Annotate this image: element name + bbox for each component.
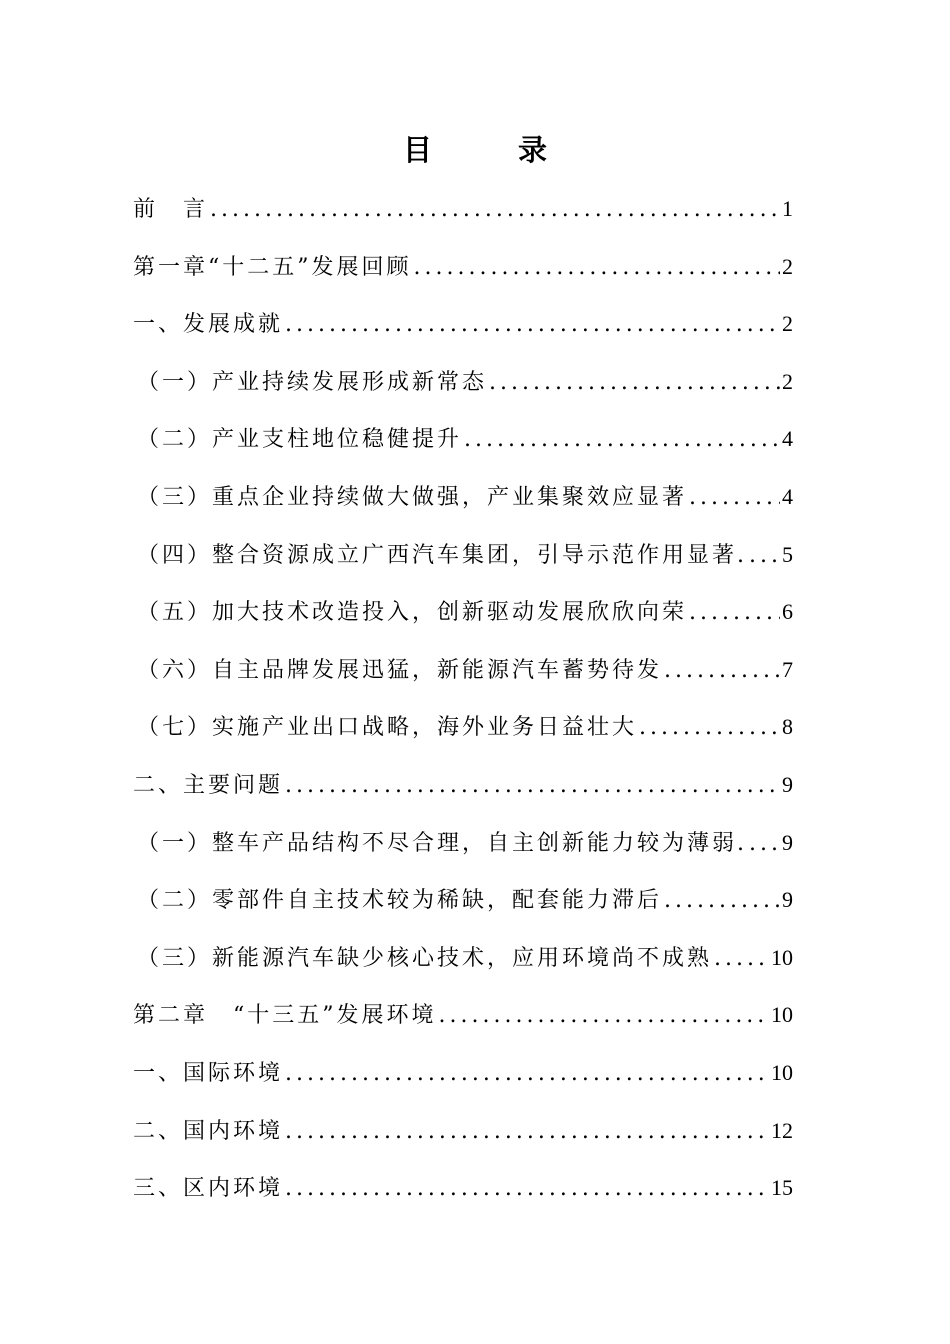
toc-page-number: 2 <box>782 311 793 337</box>
toc-dot-leader <box>439 1003 770 1028</box>
toc-page-number: 1 <box>782 196 793 221</box>
toc-entry-text: （二）产业支柱地位稳健提升 <box>137 427 463 453</box>
toc-page-number: 5 <box>782 541 793 567</box>
toc-entry-text: 第一章“十二五”发展回顾 <box>133 254 412 280</box>
toc-entry[interactable] <box>133 1114 793 1172</box>
toc-page-number: 4 <box>782 426 793 452</box>
toc-page-number: 8 <box>782 714 793 740</box>
toc-entry[interactable] <box>133 250 793 308</box>
toc-page-number: 10 <box>771 944 793 970</box>
toc-entry[interactable] <box>133 595 793 653</box>
toc-entry[interactable] <box>133 883 793 941</box>
toc-dot-leader <box>689 485 780 510</box>
toc-dot-leader <box>285 312 780 337</box>
toc-entry-text: （六）自主品牌发展迅猛，新能源汽车蓄势待发 <box>137 657 663 683</box>
toc-dot-leader <box>285 773 780 798</box>
toc-page-number: 9 <box>782 829 793 855</box>
toc-entry-text: （四）整合资源成立广西汽车集团，引导示范作用显著. <box>137 542 747 568</box>
toc-entry-text: （一）整车产品结构不尽合理，自主创新能力较为薄弱. <box>137 830 747 856</box>
toc-page-number: 9 <box>782 887 793 913</box>
toc-entry-text: 二、国内环境 <box>133 1118 284 1144</box>
toc-dot-leader <box>285 1119 769 1144</box>
toc-entry[interactable] <box>133 192 793 250</box>
toc-page-number: 2 <box>782 368 793 394</box>
toc-entry-text: 前 言 <box>133 197 209 222</box>
toc-dot-leader <box>749 831 780 856</box>
toc-entry-text: 一、国际环境 <box>133 1060 284 1086</box>
toc-entry[interactable] <box>133 422 793 480</box>
toc-entry[interactable] <box>133 1056 793 1114</box>
toc-entry-text: 二、主要问题 <box>133 772 284 798</box>
toc-entry-text: （七）实施产业出口战略，海外业务日益壮大 <box>137 715 638 741</box>
toc-entry[interactable] <box>133 480 793 538</box>
toc-entry-text: （三）重点企业持续做大做强，产业集聚效应显著 <box>137 484 688 510</box>
toc-entry[interactable] <box>133 826 793 884</box>
toc-entry[interactable] <box>133 1171 793 1229</box>
table-of-contents <box>133 192 793 1229</box>
toc-entry[interactable] <box>133 998 793 1056</box>
toc-entry[interactable] <box>133 365 793 423</box>
toc-entry-text: （一）产业持续发展形成新常态 <box>137 369 488 395</box>
toc-dot-leader <box>464 427 780 452</box>
toc-entry[interactable] <box>133 710 793 768</box>
toc-dot-leader <box>210 197 780 222</box>
toc-dot-leader <box>749 543 780 568</box>
toc-entry[interactable] <box>133 768 793 826</box>
toc-dot-leader <box>664 888 780 913</box>
page-title: 目 录 <box>402 133 586 167</box>
toc-page-number: 9 <box>782 771 793 797</box>
toc-page-number: 6 <box>782 599 793 625</box>
toc-page-number: 12 <box>771 1117 793 1143</box>
toc-entry-text: （五）加大技术改造投入，创新驱动发展欣欣向荣 <box>137 600 688 626</box>
toc-dot-leader <box>414 255 781 280</box>
toc-entry-text: （二）零部件自主技术较为稀缺，配套能力滞后 <box>137 888 663 914</box>
toc-page-number: 15 <box>771 1175 793 1201</box>
toc-page-number: 2 <box>782 253 793 279</box>
toc-dot-leader <box>489 370 780 395</box>
toc-page-number: 4 <box>782 483 793 509</box>
toc-entry[interactable] <box>133 941 793 999</box>
toc-page-number: 10 <box>771 1002 793 1028</box>
toc-entry-text: 一、发展成就 <box>133 312 284 338</box>
toc-dot-leader <box>639 715 780 740</box>
toc-entry-text: 三、区内环境 <box>133 1176 284 1202</box>
toc-dot-leader <box>714 946 769 971</box>
toc-entry[interactable] <box>133 538 793 596</box>
toc-entry[interactable] <box>133 307 793 365</box>
toc-entry[interactable] <box>133 653 793 711</box>
toc-dot-leader <box>285 1176 769 1201</box>
toc-dot-leader <box>689 600 780 625</box>
toc-entry-text: 第二章 “十三五”发展环境 <box>133 1003 437 1029</box>
toc-page-number: 7 <box>782 656 793 682</box>
toc-entry-text: （三）新能源汽车缺少核心技术，应用环境尚不成熟 <box>137 945 713 971</box>
toc-dot-leader <box>285 1061 769 1086</box>
toc-page-number: 10 <box>771 1059 793 1085</box>
toc-dot-leader <box>664 658 780 683</box>
